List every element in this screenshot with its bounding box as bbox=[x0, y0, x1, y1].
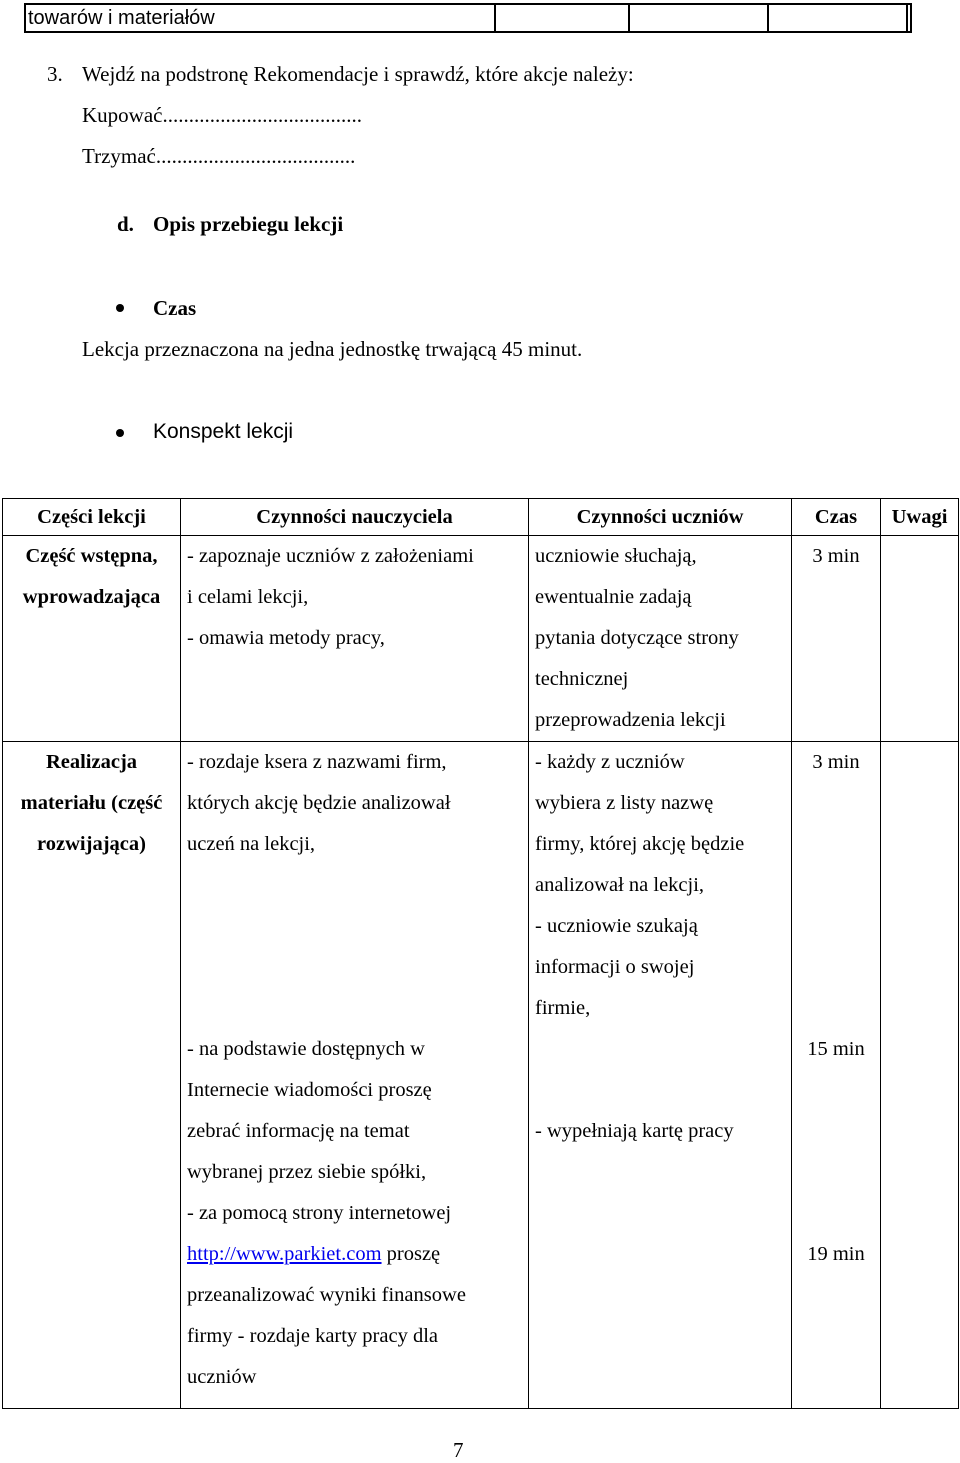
parkiet-link[interactable]: http://www.parkiet.com bbox=[187, 1243, 382, 1265]
row1-part: Część wstępna, wprowadzająca bbox=[3, 536, 181, 742]
header-notes: Uwagi bbox=[881, 499, 959, 536]
page-number: 7 bbox=[453, 1438, 464, 1462]
table-row bbox=[3, 742, 959, 1409]
top-cell-text: towarów i materiałów bbox=[25, 4, 495, 32]
top-cell-empty bbox=[629, 4, 768, 32]
bullet-icon bbox=[116, 304, 124, 312]
section-d-label: d. bbox=[117, 212, 134, 236]
row1-time: 3 min bbox=[792, 536, 881, 742]
task-hold-line: Trzymać...................................... bbox=[82, 144, 356, 168]
top-cell-empty bbox=[768, 4, 907, 32]
task-buy-line: Kupować...................................... bbox=[82, 103, 362, 127]
time-heading: Czas bbox=[153, 296, 197, 320]
table-header-row bbox=[3, 499, 959, 536]
row2-part: Realizacja materiału (część rozwijająca) bbox=[3, 742, 181, 1409]
header-students: Czynności uczniów bbox=[529, 499, 792, 536]
time-text: Lekcja przeznaczona na jedna jednostkę trwającą 45 minut. bbox=[82, 337, 583, 361]
task-text: Wejdź na podstronę Rekomendacje i sprawdź, które akcje należy: bbox=[82, 62, 634, 86]
header-time: Czas bbox=[792, 499, 881, 536]
top-cell-empty bbox=[495, 4, 628, 32]
header-teacher: Czynności nauczyciela bbox=[181, 499, 529, 536]
row2-teacher: - rozdaje ksera z nazwami firm, których akcję będzie analizował uczeń na lekcji, - na podstawie dostępnych w Internecie wiadomości proszę zebrać informację na temat wybranej przez siebie spółki, - za pomocą strony internetowej http://www.parkiet.com proszę przeanalizować wyniki finansowe firmy - rozdaje karty pracy dla uczniów bbox=[181, 742, 529, 1409]
lesson-plan-table bbox=[2, 498, 959, 1409]
row1-notes bbox=[881, 536, 959, 742]
row1-students: uczniowie słuchają, ewentualnie zadają pytania dotyczące strony technicznej przeprowadzenia lekcji bbox=[529, 536, 792, 742]
outline-heading: Konspekt lekcji bbox=[153, 420, 294, 443]
section-d-title: Opis przebiegu lekcji bbox=[153, 212, 344, 236]
top-table-fragment bbox=[24, 3, 912, 33]
row2-notes bbox=[881, 742, 959, 1409]
bullet-icon bbox=[116, 429, 124, 437]
top-cell-empty bbox=[907, 4, 911, 32]
table-row bbox=[3, 536, 959, 742]
task-number: 3. bbox=[47, 62, 63, 86]
row1-teacher: - zapoznaje uczniów z założeniami i celami lekcji, - omawia metody pracy, bbox=[181, 536, 529, 742]
header-parts: Części lekcji bbox=[3, 499, 181, 536]
row2-students: - każdy z uczniów wybiera z listy nazwę firmy, której akcję będzie analizował na lekcji, - uczniowie szukają informacji o swojej firmie, - wypełniają kartę pracy bbox=[529, 742, 792, 1409]
row2-time: 3 min 15 min 19 min bbox=[792, 742, 881, 1409]
